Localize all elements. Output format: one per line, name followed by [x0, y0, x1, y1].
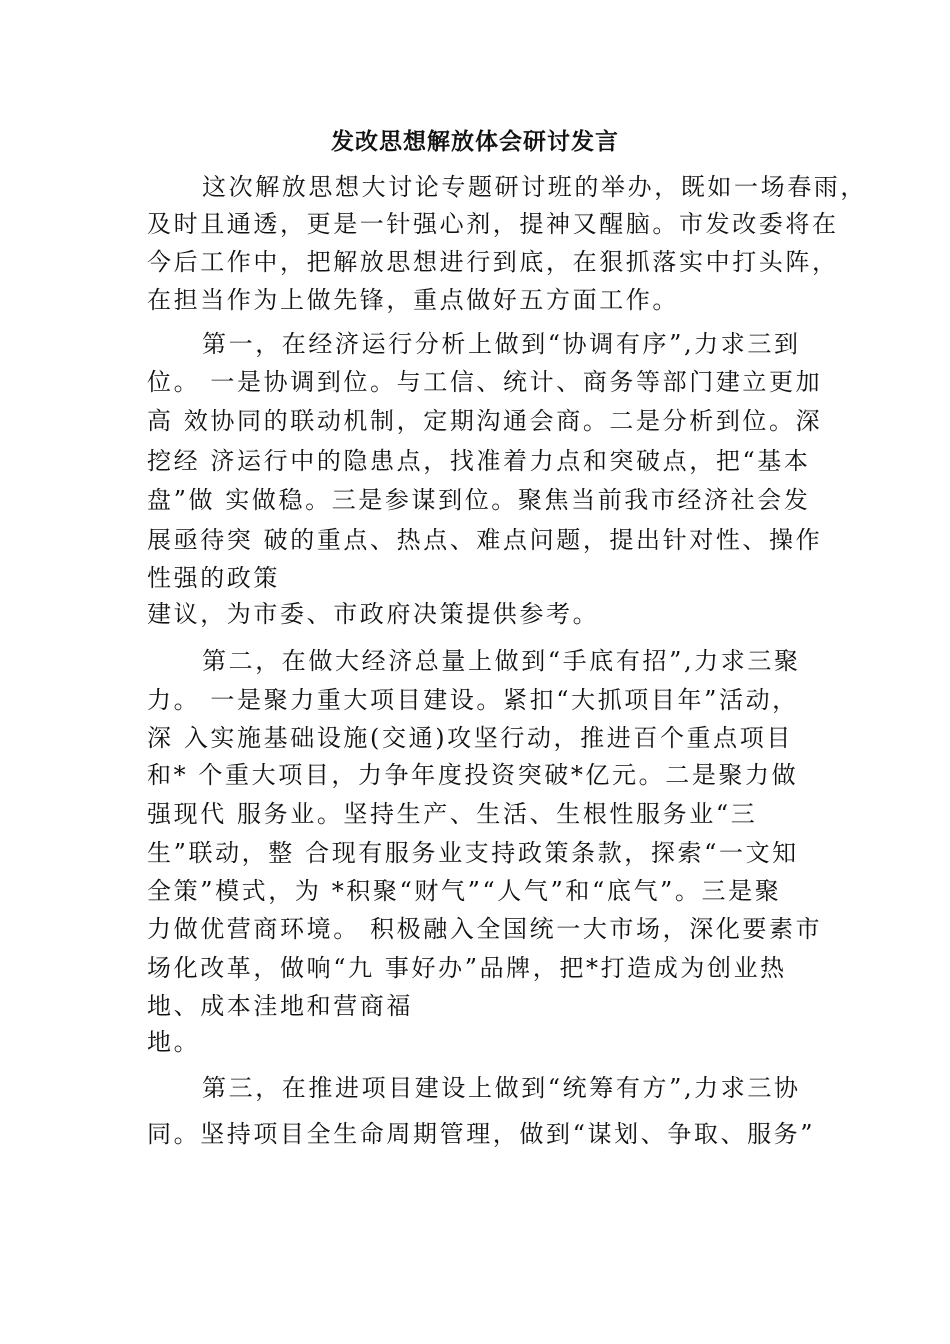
paragraph-1-line-3: 今后工作中，把解放思想进行到底，在狠抓落实中打头阵， — [147, 248, 839, 276]
paragraph-4-line-2: 同。坚持项目全生命周期管理，做到“谋划、争取、服务” — [147, 1120, 816, 1148]
paragraph-3-line-7: 全策”模式，为 *积聚“财气”“人气”和“底气”。三是聚 — [147, 877, 782, 905]
paragraph-3-line-6: 生”联动，整 合现有服务业支持政策条款，探索“一文知 — [147, 839, 799, 867]
paragraph-3-line-2: 力。 一是聚力重大项目建设。紧扣“大抓项目年”活动， — [147, 686, 799, 714]
paragraph-2-line-1: 第一，在经济运行分析上做到“协调有序”,力求三到 — [202, 330, 801, 358]
paragraph-3-line-9: 场化改革，做响“九 事好办”品牌，把*打造成为创业热 — [147, 954, 787, 982]
paragraph-3-line-11: 地。 — [147, 1028, 201, 1056]
paragraph-3-line-10: 地、成本洼地和营商福 — [147, 992, 413, 1020]
document-title: 发改思想解放体会研讨发言 — [331, 128, 619, 155]
paragraph-2-line-6: 展亟待突 破的重点、热点、难点问题，提出针对性、操作 — [147, 526, 823, 554]
paragraph-2-line-5: 盘”做 实做稳。三是参谋到位。聚焦当前我市经济社会发 — [147, 486, 811, 514]
paragraph-2-line-7: 性强的政策 — [147, 564, 280, 592]
paragraph-3-line-8: 力做优营商环境。 积极融入全国统一大市场，深化要素市 — [147, 915, 823, 943]
paragraph-3-line-5: 强现代 服务业。坚持生产、生活、生根性服务业“三 — [147, 800, 758, 828]
paragraph-3-line-1: 第二，在做大经济总量上做到“手底有招”,力求三聚 — [202, 647, 801, 675]
paragraph-4-line-1: 第三，在推进项目建设上做到“统筹有方”,力求三协 — [202, 1074, 801, 1102]
paragraph-1-line-1: 这次解放思想大讨论专题研讨班的举办，既如一场春雨， — [202, 173, 867, 201]
paragraph-1-line-2: 及时且通透，更是一针强心剂，提神又醒脑。市发改委将在 — [147, 210, 839, 238]
paragraph-1-line-4: 在担当作为上做先锋，重点做好五方面工作。 — [147, 286, 679, 314]
paragraph-2-line-8: 建议，为市委、市政府决策提供参考。 — [147, 600, 600, 628]
paragraph-3-line-4: 和* 个重大项目，力争年度投资突破*亿元。二是聚力做 — [147, 761, 799, 789]
paragraph-2-line-2: 位。 一是协调到位。与工信、统计、商务等部门建立更加 — [147, 368, 823, 396]
paragraph-2-line-4: 挖经 济运行中的隐患点，找准着力点和突破点，把“基本 — [147, 447, 811, 475]
paragraph-3-line-3: 深 入实施基础设施(交通)攻坚行动，推进百个重点项目 — [147, 724, 793, 752]
paragraph-2-line-3: 高 效协同的联动机制，定期沟通会商。二是分析到位。深 — [147, 407, 823, 435]
